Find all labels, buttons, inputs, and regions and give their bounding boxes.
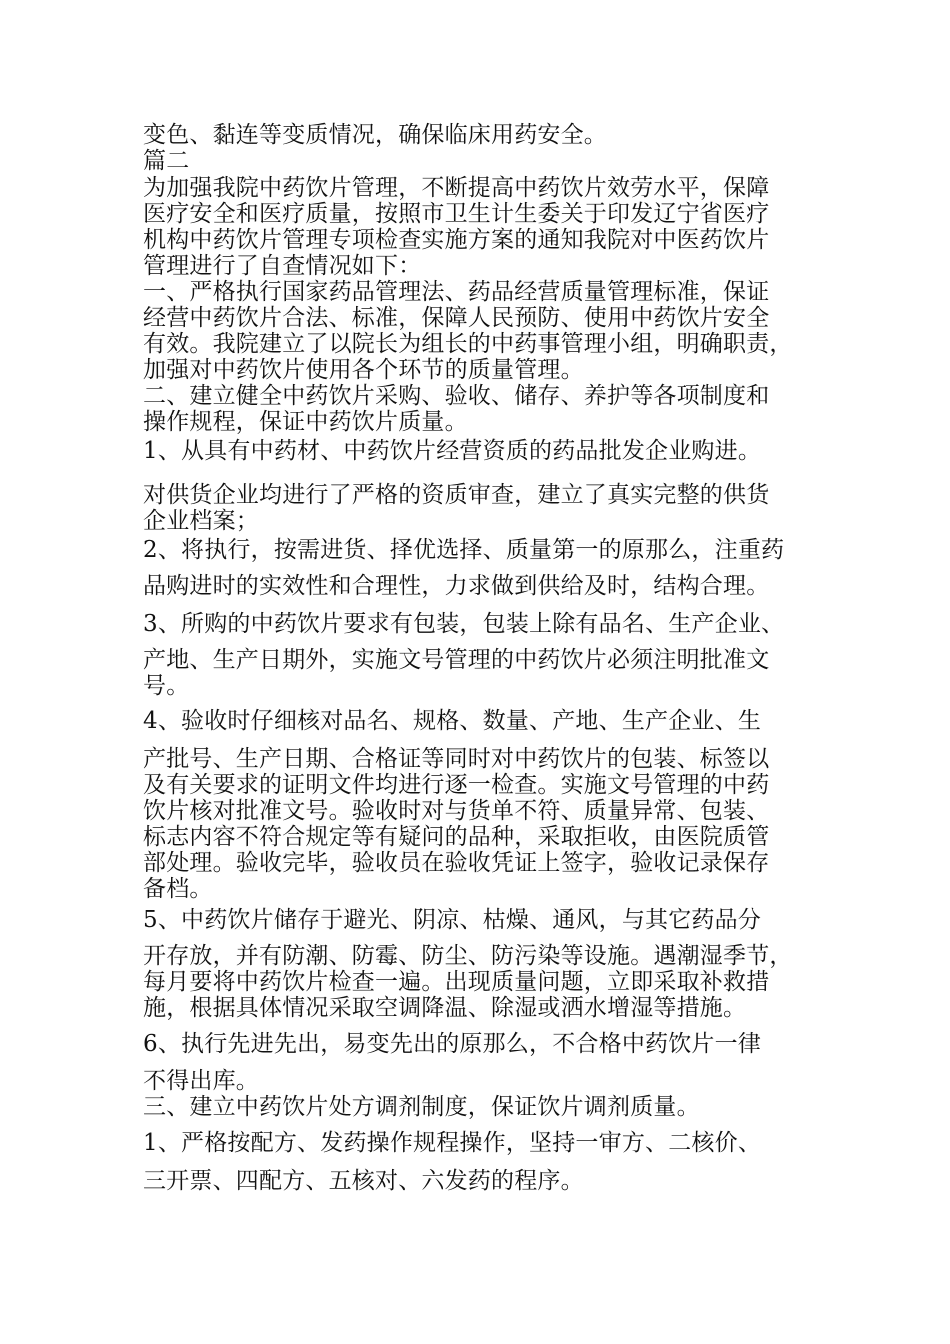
text-line: 为加强我院中药饮片管理，不断提高中药饮片效劳水平，保障	[143, 175, 770, 201]
text-line: 对供货企业均进行了严格的资质审查，建立了真实完整的供货	[143, 482, 770, 508]
text-line: 及有关要求的证明文件均进行逐一检查。实施文号管理的中药	[143, 772, 770, 798]
text-line: 二、建立健全中药饮片采购、验收、储存、养护等各项制度和	[143, 383, 770, 409]
text-line: 品购进时的实效性和合理性，力求做到供给及时，结构合理。	[143, 573, 770, 599]
text-line: 医疗安全和医疗质量，按照市卫生计生委关于印发辽宁省医疗	[143, 201, 770, 227]
section-heading: 篇二	[143, 148, 190, 174]
text-line: 企业档案；	[143, 508, 259, 534]
text-line: 每月要将中药饮片检查一遍。出现质量问题，立即采取补救措	[143, 969, 770, 995]
text-line: 饮片核对批准文号。验收时对与货单不符、质量异常、包装、	[143, 798, 770, 824]
text-line: 1、从具有中药材、中药饮片经营资质的药品批发企业购进。	[143, 438, 762, 464]
text-line: 操作规程，保证中药饮片质量。	[143, 409, 468, 435]
text-line: 管理进行了自查情况如下：	[143, 253, 422, 279]
text-line: 5、中药饮片储存于避光、阴凉、枯燥、通风，与其它药品分	[143, 907, 762, 933]
text-line: 4、验收时仔细核对品名、规格、数量、产地、生产企业、生	[143, 708, 762, 734]
text-line: 号。	[143, 673, 190, 699]
text-line: 开存放，并有防潮、防霉、防尘、防污染等设施。遇潮湿季节，	[143, 943, 793, 969]
text-line: 加强对中药饮片使用各个环节的质量管理。	[143, 357, 584, 383]
text-line: 2、将执行，按需进货、择优选择、质量第一的原那么，注重药	[143, 537, 785, 563]
text-line: 1、严格按配方、发药操作规程操作，坚持一审方、二核价、	[143, 1130, 762, 1156]
text-line: 产批号、生产日期、合格证等同时对中药饮片的包装、标签以	[143, 746, 770, 772]
text-line: 备档。	[143, 876, 213, 902]
text-line: 标志内容不符合规定等有疑问的品种，采取拒收，由医院质管	[143, 824, 770, 850]
text-line: 部处理。验收完毕，验收员在验收凭证上签字，验收记录保存	[143, 850, 770, 876]
text-line: 一、严格执行国家药品管理法、药品经营质量管理标准，保证	[143, 279, 770, 305]
text-line: 产地、生产日期外，实施文号管理的中药饮片必须注明批准文	[143, 647, 770, 673]
text-line: 6、执行先进先出，易变先出的原那么，不合格中药饮片一律	[143, 1031, 762, 1057]
text-line: 变色、黏连等变质情况，确保临床用药安全。	[143, 122, 607, 148]
text-line: 有效。我院建立了以院长为组长的中药事管理小组，明确职责，	[143, 331, 793, 357]
text-line: 3、所购的中药饮片要求有包装，包装上除有品名、生产企业、	[143, 611, 785, 637]
text-line: 机构中药饮片管理专项检查实施方案的通知我院对中医药饮片	[143, 227, 770, 253]
text-line: 经营中药饮片合法、标准，保障人民预防、使用中药饮片安全	[143, 305, 770, 331]
text-line: 施，根据具体情况采取空调降温、除湿或洒水增湿等措施。	[143, 995, 747, 1021]
text-line: 不得出库。	[143, 1068, 259, 1094]
section-heading: 三、建立中药饮片处方调剂制度，保证饮片调剂质量。	[143, 1094, 700, 1120]
text-line: 三开票、四配方、五核对、六发药的程序。	[143, 1168, 584, 1194]
